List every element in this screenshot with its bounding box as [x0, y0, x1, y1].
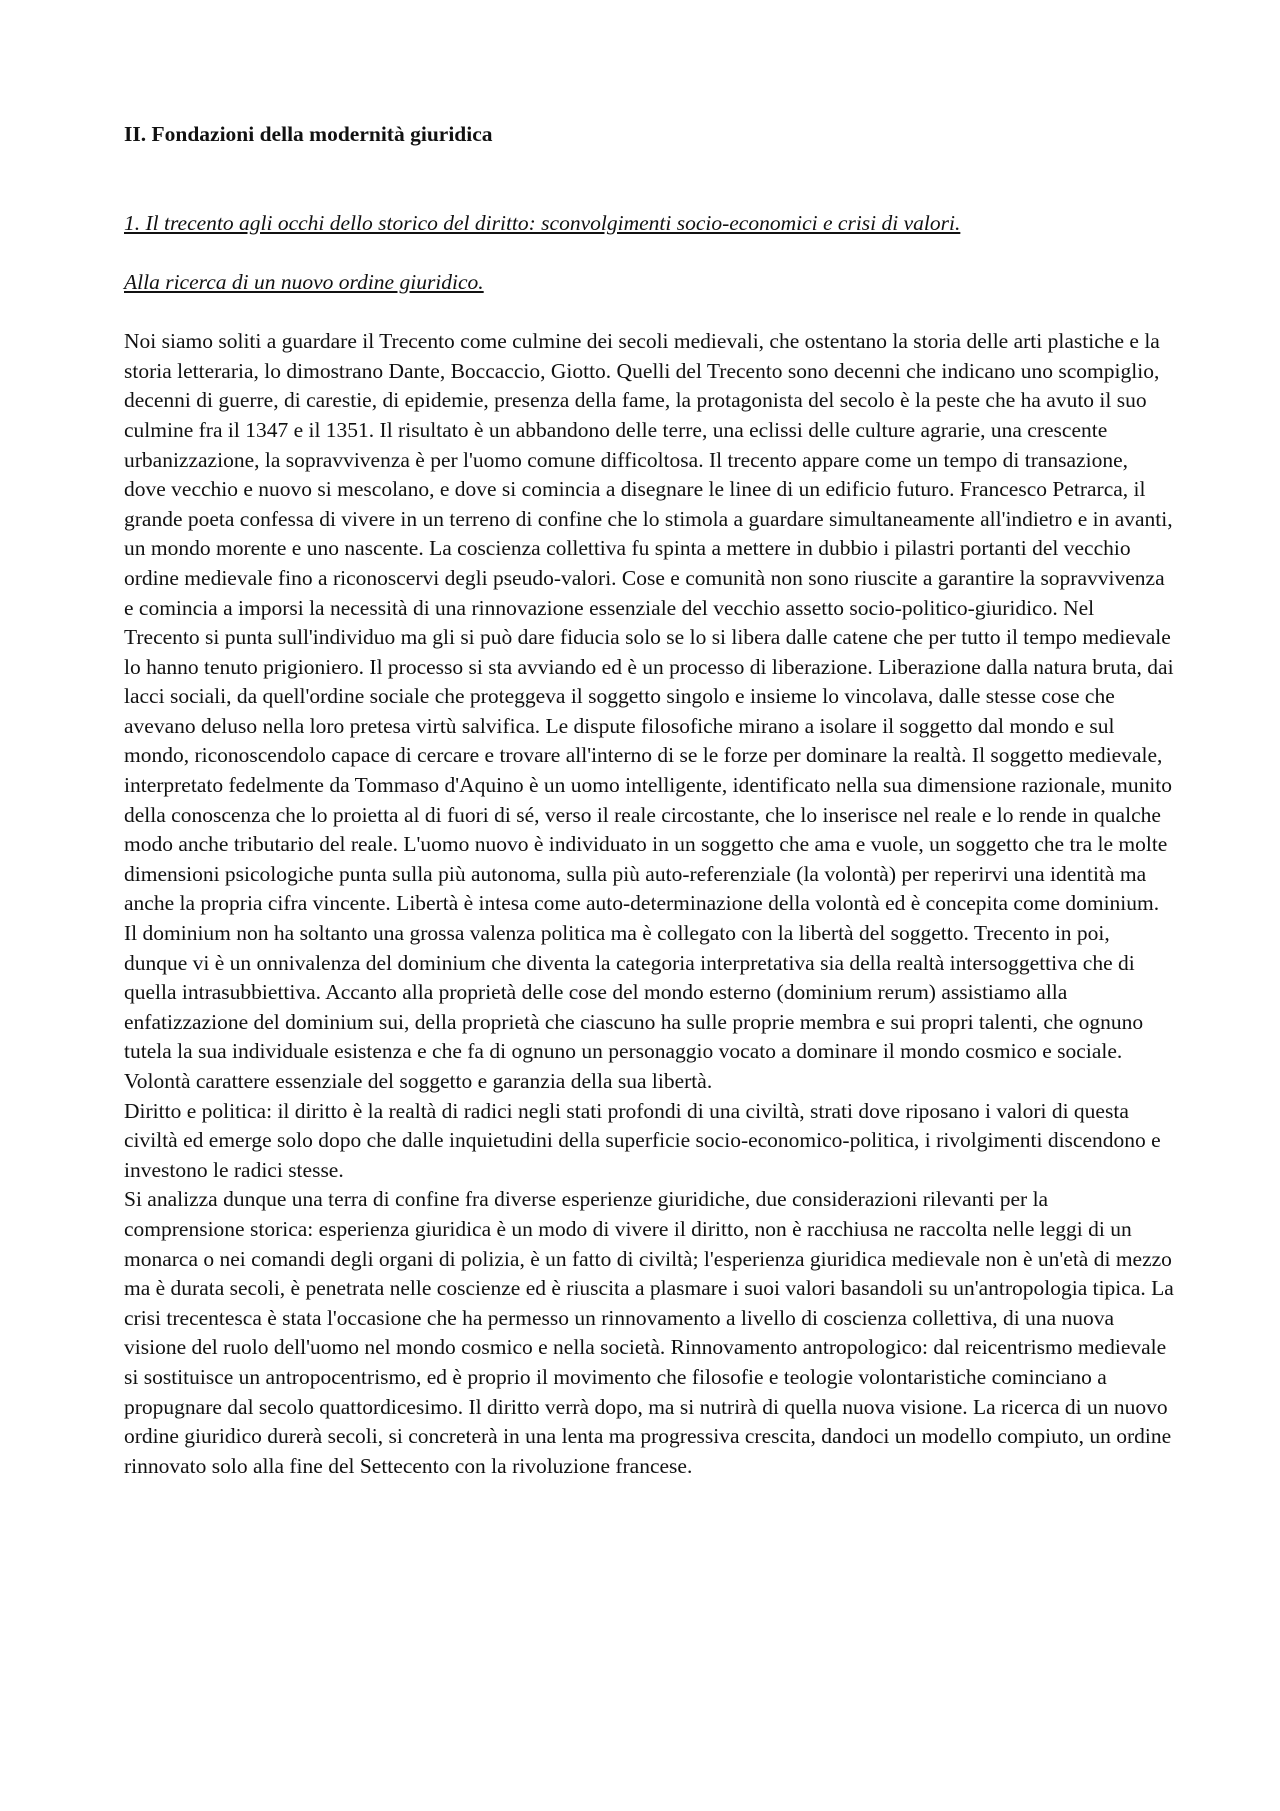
- section-heading: II. Fondazioni della modernità giuridica: [124, 122, 493, 146]
- subheading-line-1: 1. Il trecento agli occhi dello storico del diritto: sconvolgimenti socio-economici e crisi di valori.: [124, 210, 961, 235]
- paragraph-1: Noi siamo soliti a guardare il Trecento come culmine dei secoli medievali, che ostentano la storia delle arti plastiche e la storia letteraria, lo dimostrano Dante, Boccaccio, Giotto. Quelli del Trecento sono decenni che indicano uno scompiglio, decenni di guerre, di carestie, di epidemie, presenza della fame, la protagonista del secolo è la peste che ha avuto il suo culmine fra il 1347 e il 1351. Il risultato è un abbandono delle terre, una eclissi delle culture agrarie, una crescente urbanizzazione, la sopravvivenza è per l'uomo comune difficoltosa. Il trecento appare come un tempo di transazione, dove vecchio e nuovo si mescolano, e dove si comincia a disegnare le linee di un edificio futuro. Francesco Petrarca, il grande poeta confessa di vivere in un terreno di confine che lo stimola a guardare simultaneamente all'indietro e in avanti, un mondo morente e uno nascente. La coscienza collettiva fu spinta a mettere in dubbio i pilastri portanti del vecchio ordine medievale fino a riconoscervi degli pseudo-valori. Cose e comunità non sono riuscite a garantire la sopravvivenza e comincia a imporsi la necessità di una rinnovazione essenziale del vecchio assetto socio-politico-giuridico. Nel Trecento si punta sull'individuo ma gli si può dare fiducia solo se lo si libera dalle catene che per tutto il tempo medievale lo hanno tenuto prigioniero. Il processo si sta avviando ed è un processo di liberazione. Liberazione dalla natura bruta, dai lacci sociali, da quell'ordine sociale che proteggeva il soggetto singolo e insieme lo vincolava, dalle stesse cose che avevano deluso nella loro pretesa virtù salvifica. Le dispute filosofiche mirano a isolare il soggetto dal mondo e sul mondo, riconoscendolo capace di cercare e trovare all'interno di se le forze per dominare la realtà. Il soggetto medievale, interpretato fedelmente da Tommaso d'Aquino è un uomo intelligente, identificato nella sua dimensione razionale, munito della conoscenza che lo proietta al di fuori di sé, verso il reale circostante, che lo inserisce nel reale e lo rende in qualche modo anche tributario del reale. L'uomo nuovo è individuato in un soggetto che ama e vuole, un soggetto che tra le molte dimensioni psicologiche punta sulla più autonoma, sulla più auto-referenziale (la volontà) per reperirvi una identità ma anche la propria cifra vincente. Libertà è intesa come auto-determinazione della volontà ed è concepita come dominium. Il dominium non ha soltanto una grossa valenza politica ma è collegato con la libertà del soggetto. Trecento in poi, dunque vi è un onnivalenza del dominium che diventa la categoria interpretativa sia della realtà intersoggettiva che di quella intrasubbiettiva. Accanto alla proprietà delle cose del mondo esterno (dominium rerum) assistiamo alla enfatizzazione del dominium sui, della proprietà che ciascuno ha sulle proprie membra e sui propri talenti, che ognuno tutela la sua individuale esistenza e che fa di ognuno un personaggio vocato a dominare il mondo cosmico e sociale. Volontà carattere essenziale del soggetto e garanzia della sua libertà.: [124, 329, 1174, 1093]
- document-page: [124, 120, 1174, 1481]
- paragraph-3: Si analizza dunque una terra di confine fra diverse esperienze giuridiche, due considerazioni rilevanti per la comprensione storica: esperienza giuridica è un modo di vivere il diritto, non è racchiusa ne raccolta nelle leggi di un monarca o nei comandi degli organi di polizia, è un fatto di civiltà; l'esperienza giuridica medievale non è un'età di mezzo ma è durata secoli, è penetrata nelle coscienze ed è riuscita a plasmare i suoi valori basandoli su un'antropologia tipica. La crisi trecentesca è stata l'occasione che ha permesso un rinnovamento a livello di coscienza collettiva, di una nuova visione del ruolo dell'uomo nel mondo cosmico e nella società. Rinnovamento antropologico: dal reicentrismo medievale si sostituisce un antropocentrismo, ed è proprio il movimento che filosofie e teologie volontaristiche cominciano a propugnare dal secolo quattordicesimo. Il diritto verrà dopo, ma si nutrirà di quella nuova visione. La ricerca di un nuovo ordine giuridico durerà secoli, si concreterà in una lenta ma progressiva crescita, dandoci un modello compiuto, un ordine rinnovato solo alla fine del Settecento con la rivoluzione francese.: [124, 1187, 1174, 1478]
- paragraph-2: Diritto e politica: il diritto è la realtà di radici negli stati profondi di una civiltà, strati dove riposano i valori di questa civiltà ed emerge solo dopo che dalle inquietudini della superficie socio-economico-politica, i rivolgimenti discendono e investono le radici stesse.: [124, 1098, 1161, 1182]
- chapter-subheading: [124, 179, 1174, 297]
- subheading-line-2: Alla ricerca di un nuovo ordine giuridico.: [124, 269, 484, 294]
